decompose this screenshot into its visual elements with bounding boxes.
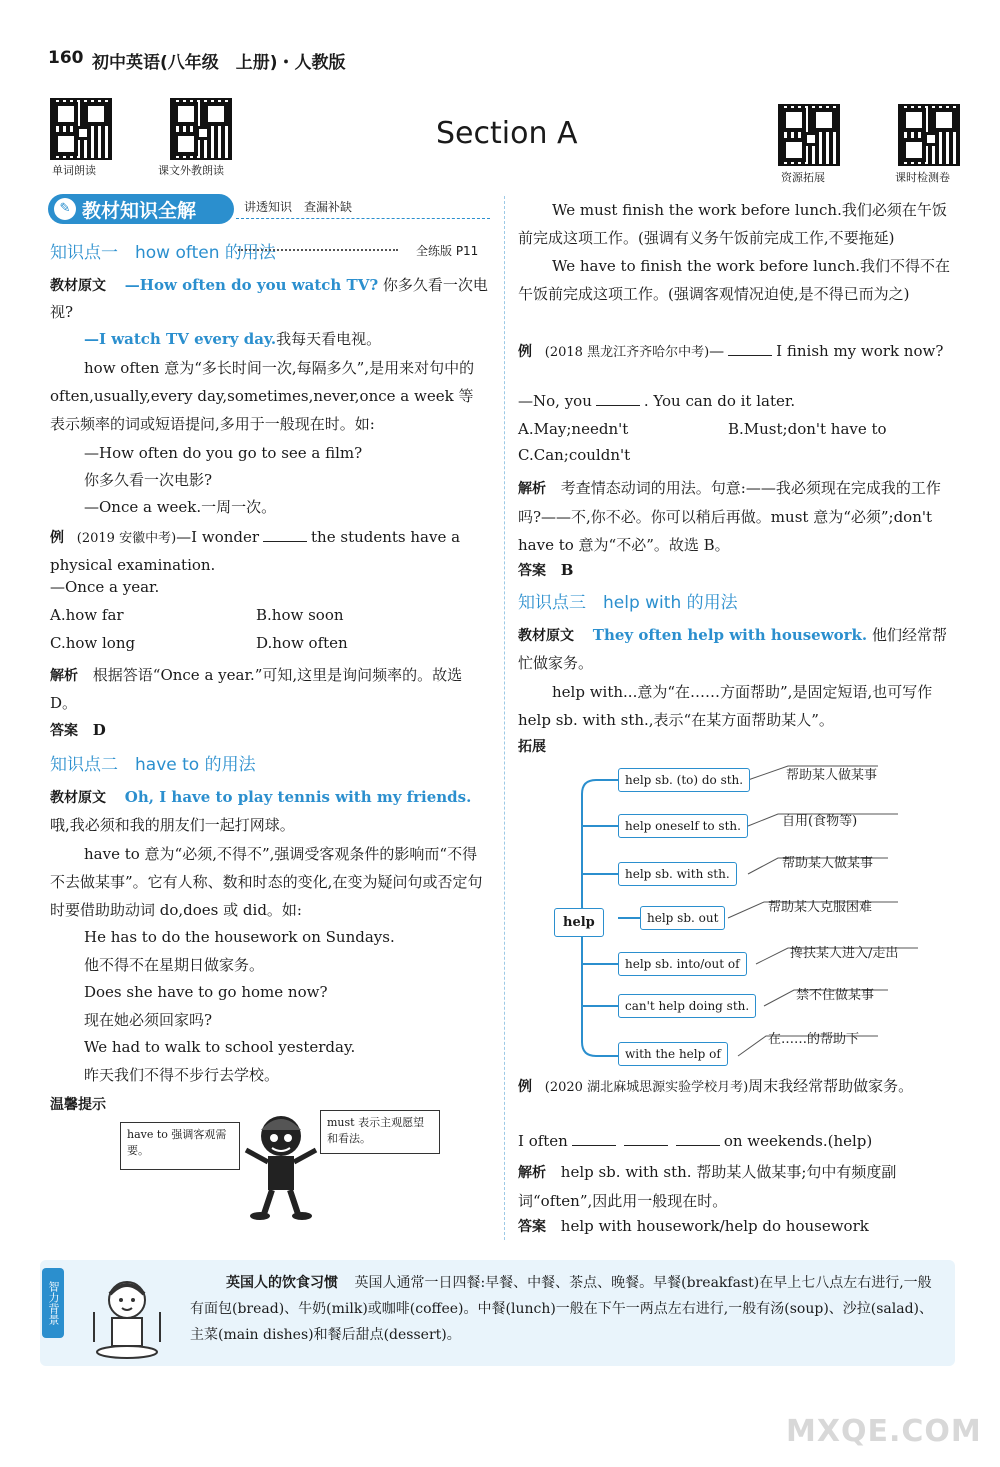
kp2-yuanwen: 教材原文 Oh, I have to play tennis with my friends. 哦,我必须和我的朋友们一起打网球。 [50,788,472,834]
mindmap-cn-1: 帮助某人做某事 [786,768,878,783]
kp3-answer: 答案 help with housework/help do housework [518,1217,869,1235]
mindmap-item-5: help sb. into/out of [618,952,747,976]
mindmap-center: help [554,908,604,937]
kp3-jiexi: 解析 help sb. with sth. 帮助某人做某事;句中有频度副词“often”,因此用一般现在时。 [518,1163,897,1210]
qr-label-1: 单词朗读 [52,164,96,177]
watermark: MXQE.COM [786,1414,982,1449]
qr-code-text-reading[interactable] [170,98,232,160]
kp1-reply: —I watch TV every day.我每天看电视。 [84,330,382,348]
option-b[interactable]: B.how soon [256,606,344,624]
kp1-reply-line: —Once a year. [50,578,160,596]
kp3-title: 知识点三 help with 的用法 [518,593,738,613]
mindmap-item-1: help sb. (to) do sth. [618,768,750,792]
kp3-yuanwen: 教材原文 They often help with housework. 他们经常帮忙做家务。 [518,626,947,672]
mindmap-cn-6: 禁不住做某事 [796,988,875,1003]
kp2-reply-line: —No, you . You can do it later. [518,392,796,410]
option-c[interactable]: C.how long [50,634,136,652]
column-divider [504,196,505,1240]
kp2-question: 例 (2018 黑龙江齐齐哈尔中考)— I finish my work now? [518,342,944,360]
qr-label-2: 课文外教朗读 [158,164,224,177]
kp2-jiexi: 解析 考查情态动词的用法。句意:——我必须现在完成我的工作吗?——不,你不必。你可以稍后再做。must 意为“必须”;don't have to 意为“不必”。故选 B。 [518,479,941,554]
section-title: Section A [436,116,578,151]
kp1-title: 知识点一 how often 的用法 [50,243,276,263]
kp3-explain: help with...意为“在……方面帮助”,是固定短语,也可写作 help sb. with sth.,表示“在某方面帮助某人”。 [518,683,933,729]
tuozhan-label: 拓展 [518,739,546,755]
kp1-answer: 答案 D [50,721,106,739]
kp3-fill-line: I often on weekends.(help) [518,1132,873,1150]
mindmap-item-4: help sb. out [640,906,725,930]
tip-label: 温馨提示 [50,1097,106,1113]
kp1-ref: 全练版 P11 [416,244,479,258]
option-a[interactable]: A.how far [50,606,124,624]
tip-bubble-right: must 表示主观愿望和看法。 [320,1110,440,1154]
kp2-cont-1: We must finish the work before lunch.我们必须在午饭前完成这项工作。(强调有义务午饭前完成工作,不要拖延) [518,201,947,247]
mindmap-cn-7: 在……的帮助下 [768,1032,860,1047]
kp2-answer: 答案 B [518,561,574,579]
qr-label-4: 课时检测卷 [895,171,950,184]
cartoon-character-icon [236,1106,326,1222]
kp1-jiexi: 解析 根据答语“Once a year.”可知,这里是询问频率的。故选 D。 [50,666,463,712]
book-title: 初中英语(八年级 上册)・人教版 [92,53,346,73]
kp2-cont-2: We have to finish the work before lunch.我们不得不在午饭前完成这项工作。(强调客观情况迫使,是不得已而为之) [518,257,951,303]
section-banner [48,194,234,224]
kp1-yuanwen: 教材原文 —How often do you watch TV? 你多久看一次电视? [50,276,488,321]
kp2-title: 知识点二 have to 的用法 [50,755,256,775]
kp1-examples: —How often do you go to see a film? 你多久看一次电影? —Once a week.一周一次。 [84,444,363,516]
kp3-question: 例 (2020 湖北麻城思源实验学校月考)周末我经常帮助做家务。 [518,1077,914,1095]
kp1-explain: how often 意为“多长时间一次,每隔多久”,是用来对句中的 often,usually,every day,sometimes,never,once a week 等表示频率的词或短语提问,多用于一般现在时。如: [50,359,475,433]
page-number: 160 [48,48,84,68]
tip-bubble-left: have to 强调客观需要。 [120,1122,240,1170]
kp1-question: 例 (2019 安徽中考)—I wonder the students have a physical examination. [50,528,461,574]
banner-subtitle: 讲透知识 查漏补缺 [244,200,353,214]
banner-title: 教材知识全解 [82,200,197,222]
mindmap-item-7: with the help of [618,1042,728,1066]
banner-divider [236,218,490,219]
kp2-option-a[interactable]: A.May;needn't [518,420,629,438]
dining-person-icon [82,1272,172,1362]
footer-text: 英国人的饮食习惯 英国人通常一日四餐:早餐、中餐、茶点、晚餐。早餐(breakfast)在早上七八点左右进行,一般有面包(bread)、牛奶(milk)或咖啡(coffee)。中餐(lunch)一般在下午一两点左右进行,一般有汤(soup)、沙拉(salad)、主菜(main dishes)和餐后甜点(dessert)。 [190,1275,934,1343]
book-icon: ✎ [54,198,76,220]
mindmap-cn-5: 搀扶某人进入/走出 [790,946,899,961]
qr-label-3: 资源拓展 [781,171,825,184]
dotted-leader [238,249,398,251]
kp2-explain: have to 意为“必须,不得不”,强调受客观条件的影响而“不得不去做某事”。它有人称、数和时态的变化,在变为疑问句或否定句时要借助助动词 do,does 或 did。如: [50,845,483,919]
mindmap-item-6: can't help doing sth. [618,994,756,1018]
qr-code-test[interactable] [898,104,960,166]
kp2-examples: He has to do the housework on Sundays. 他不得不在星期日做家务。 Does she have to go home now? 现在她必须回家吗? We had to walk to school yesterday. 昨天我们不得不步行去学校。 [84,928,395,1084]
mindmap-cn-2: 自用(食物等) [782,814,858,829]
mindmap-cn-3: 帮助某人做某事 [782,856,874,871]
footer-side-label: 智力背景 [42,1268,64,1338]
mindmap-item-2: help oneself to sth. [618,814,748,838]
mindmap-cn-4: 帮助某人克服困难 [768,900,873,915]
kp2-option-c[interactable]: C.Can;couldn't [518,446,631,464]
qr-code-word-reading[interactable] [50,98,112,160]
mindmap-item-3: help sb. with sth. [618,862,737,886]
kp2-option-b[interactable]: B.Must;don't have to [728,420,887,438]
option-d[interactable]: D.how often [256,634,348,652]
qr-code-resources[interactable] [778,104,840,166]
